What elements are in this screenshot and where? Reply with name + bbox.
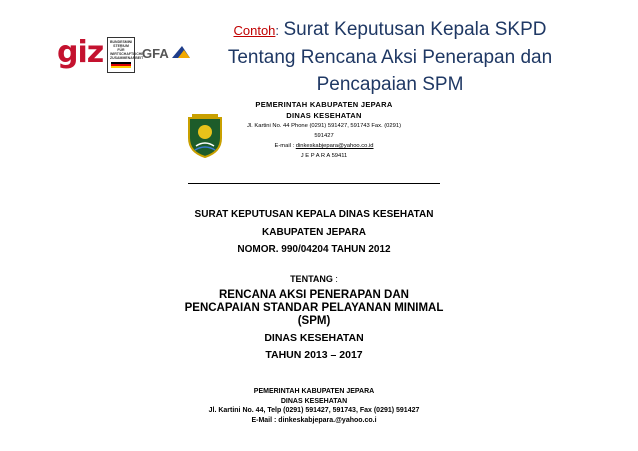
- footer-email: E-Mail : dinkeskabjepara.@yahoo.co.i: [251, 416, 377, 424]
- bmz-logo-text: STERIUM: [113, 44, 129, 48]
- email-link[interactable]: dinkeskabjepara@yahoo.co.id: [295, 143, 374, 149]
- letterhead-fax: 591427: [314, 133, 334, 139]
- title-colon: :: [275, 23, 280, 38]
- bmz-logo: [107, 37, 144, 73]
- decree-heading: SURAT KEPUTUSAN KEPALA DINAS KESEHATAN: [194, 209, 434, 220]
- footer-office: DINAS KESEHATAN: [280, 397, 348, 405]
- contoh-label: Contoh: [233, 23, 276, 38]
- decree-subject: [160, 289, 468, 328]
- title-line-3: Pencapaian SPM: [316, 74, 464, 95]
- slide-title: [205, 16, 575, 98]
- letterhead-divider: [188, 183, 440, 184]
- subject-line-2: PENCAPAIAN STANDAR PELAYANAN MINIMAL: [184, 302, 444, 314]
- bmz-logo-text: WIRTSCHAFTLICHE: [110, 52, 144, 56]
- title-line-2: Tentang Rencana Aksi Penerapan dan: [227, 47, 553, 68]
- letterhead-government: PEMERINTAH KABUPATEN JEPARA: [255, 100, 393, 109]
- gfa-logo: GFA: [142, 46, 169, 61]
- document-footer: [150, 387, 478, 425]
- bmz-logo-text: BUNDESMINI: [110, 40, 133, 44]
- bmz-logo-text: ZUSAMMENARBEIT: [110, 56, 144, 60]
- tentang-text: TENTANG: [290, 274, 333, 284]
- letterhead-address: Jl. Kartini No. 44 Phone (0291) 591427, 591743 Fax. (0291): [246, 123, 402, 129]
- letterhead-office: DINAS KESEHATAN: [286, 111, 362, 120]
- footer-government: PEMERINTAH KABUPATEN JEPARA: [253, 388, 375, 395]
- gfa-triangle-icon: [172, 45, 190, 59]
- title-line-1: Surat Keputusan Kepala SKPD: [283, 19, 547, 40]
- letterhead-city: J E P A R A 59411: [300, 153, 348, 159]
- footer-address: Jl. Kartini No. 44, Telp (0291) 591427, 591743, Fax (0291) 591427: [208, 407, 420, 414]
- giz-logo: giz: [57, 35, 104, 70]
- decree-period: TAHUN 2013 – 2017: [265, 349, 363, 361]
- bmz-logo-text: FÜR: [117, 48, 125, 52]
- flag-stripe: [111, 66, 131, 68]
- decree-regency: KABUPATEN JEPARA: [262, 227, 366, 238]
- tentang-label: [166, 274, 462, 284]
- subject-line-3: (SPM): [297, 315, 331, 327]
- email-label: E-mail :: [274, 143, 296, 149]
- tentang-colon: :: [332, 274, 338, 284]
- letterhead-email-row: [226, 141, 422, 151]
- decree-number: NOMOR. 990/04204 TAHUN 2012: [237, 244, 391, 255]
- letterhead: [226, 99, 422, 161]
- jepara-emblem-icon: [186, 112, 224, 158]
- subject-line-1: RENCANA AKSI PENERAPAN DAN: [219, 289, 409, 301]
- decree-department: DINAS KESEHATAN: [264, 332, 364, 344]
